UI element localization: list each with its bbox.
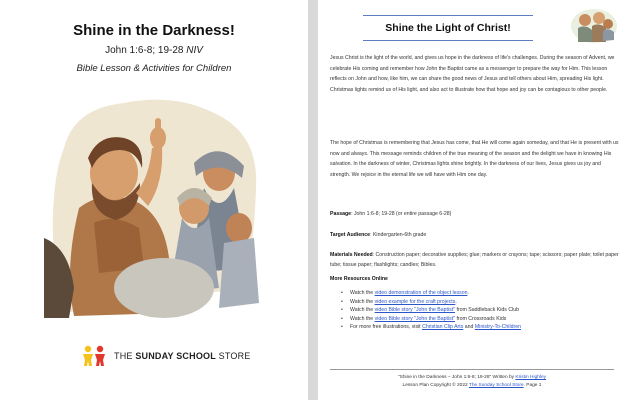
resources-list bbox=[340, 289, 625, 332]
list-item: • For more free illustrations, visit Christian Clip Arts and Ministry-To-Children bbox=[340, 323, 625, 332]
footer-copyright: Lesson Plan Copyright © 2022 The Sunday School Store. Page 1 bbox=[402, 383, 542, 388]
author-link[interactable]: Kristin Highley bbox=[515, 375, 547, 380]
title-rule-bottom bbox=[363, 40, 533, 41]
brand-name: THE SUNDAY SCHOOL STORE bbox=[114, 351, 251, 361]
sunday-school-store-logo-icon bbox=[80, 345, 108, 367]
craft-video-link[interactable]: video example for the craft projects bbox=[374, 298, 456, 305]
crossroads-story-link[interactable]: video Bible story "John the Baptist" bbox=[374, 315, 455, 322]
footer-credit: "Shine in the Darkness – John 1:6-8; 19-28" Written by Kristin Highley bbox=[397, 375, 547, 380]
list-item: • Watch the video Bible story "John the Baptist" from Saddleback Kids Club bbox=[340, 306, 625, 315]
bible-version: NIV bbox=[186, 45, 203, 56]
footer-divider bbox=[330, 369, 614, 370]
passage-line: Passage: John 1:6-8; 19-28 (or entire passage 6-28) bbox=[330, 211, 452, 217]
list-item: • Watch the video example for the craft projects. bbox=[340, 298, 625, 307]
hope-paragraph: The hope of Christmas is remembering that Jesus has come, that He will come again someday, and that He is present with us now and always. This message reminds children of the true meaning of the season and the delight we have in knowing His salvation. In the darkness of winter, Christmas lights shine brightly. In the darkness of our lives, Jesus gives us joy and strength. We rejoice in the eternal life we will have with Him one day. bbox=[330, 140, 619, 178]
store-link[interactable]: The Sunday School Store bbox=[468, 383, 524, 388]
lesson-title: Shine the Light of Christ! bbox=[385, 22, 511, 34]
list-item: • Watch the video demonstration of the object lesson. bbox=[340, 289, 625, 298]
saddleback-story-link[interactable]: video Bible story "John the Baptist" bbox=[374, 307, 455, 314]
lesson-page bbox=[318, 0, 626, 400]
intro-paragraph: Jesus Christ is the light of the world, and gives us hope in the darkness of life's challenges. During the season of Advent, we celebrate His coming and remember how John the Baptist came as a messenger to prepare the way for Him. This lesson reflects on John and how, like him, we can share the good news of Jesus and tell others about Him, spreading His light. Christmas lights remind us of His light, and also act to illustrate how that hope and joy can be contagious to other people. bbox=[330, 55, 615, 93]
more-resources-heading: More Resources Online bbox=[330, 276, 388, 282]
title-rule-top bbox=[363, 15, 533, 16]
target-audience-line: Target Audience: Kindergarten-6th grade bbox=[330, 232, 427, 238]
cover-page bbox=[0, 0, 308, 400]
cover-subtitle: Bible Lesson & Activities for Children bbox=[76, 63, 232, 74]
john-the-baptist-illustration bbox=[44, 88, 264, 318]
ministry-to-children-link[interactable]: Ministry-To-Children bbox=[474, 324, 521, 331]
cover-title: Shine in the Darkness! bbox=[73, 22, 235, 39]
crowd-thumbnail-icon bbox=[570, 4, 618, 44]
scripture-reference bbox=[0, 45, 308, 56]
brand-logo-group[interactable] bbox=[80, 344, 250, 368]
list-item: • Watch the video Bible story "John the Baptist" from Crossroads Kids bbox=[340, 315, 625, 324]
object-lesson-video-link[interactable]: video demonstration of the object lesson bbox=[374, 290, 468, 296]
materials-needed-line: Materials Needed: Construction paper; decorative supplies; glue; markers or crayons; tape; scissors; paper plate; toilet paper tube; tissue paper; flashlights; candles; Bibles. bbox=[330, 252, 619, 268]
christian-clip-arts-link[interactable]: Christian Clip Arts bbox=[422, 324, 464, 331]
scripture-text: John 1:6-8; 19-28 bbox=[105, 45, 184, 56]
